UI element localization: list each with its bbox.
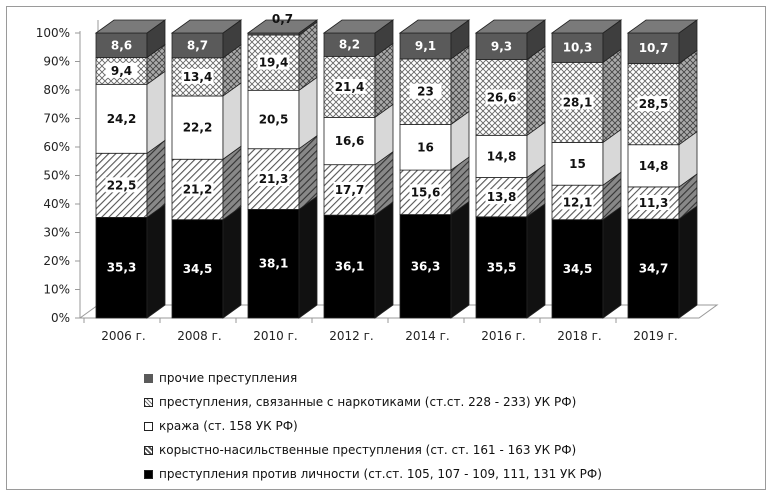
legend-swatch: [144, 446, 153, 455]
legend-label: кража (ст. 158 УК РФ): [159, 419, 298, 433]
data-label: 36,3: [410, 259, 441, 274]
data-label: 15: [569, 156, 586, 171]
y-tick-label: 50%: [43, 168, 70, 183]
legend-swatch: [144, 398, 153, 407]
legend-item: [144, 390, 744, 414]
y-tick-label: 10%: [43, 282, 70, 297]
data-label: 14,8: [638, 158, 669, 173]
legend-item: [144, 366, 744, 390]
x-tick-label: 2016 г.: [481, 329, 526, 343]
y-tick-label: 80%: [43, 83, 70, 97]
data-label: 11,3: [638, 196, 669, 211]
back-wall-edge: [80, 20, 98, 318]
y-tick-label: 30%: [43, 225, 70, 240]
bar-segment-side: [375, 202, 393, 318]
data-label: 17,7: [334, 182, 365, 197]
bar-segment-side: [223, 207, 241, 318]
bar-segment-side: [299, 196, 317, 318]
data-label: 23: [417, 84, 434, 99]
y-tick-label: 20%: [43, 254, 70, 268]
data-label: 28,1: [562, 95, 593, 110]
legend-label: преступления против личности (ст.ст. 105, 107 - 109, 111, 131 УК РФ): [159, 467, 602, 481]
bar-segment-side: [147, 140, 165, 217]
bar-segment-side: [679, 50, 697, 144]
data-label: 9,4: [110, 63, 133, 78]
data-label: 15,6: [410, 185, 441, 200]
data-label: 21,3: [258, 172, 289, 187]
data-label: 9,1: [414, 38, 437, 53]
x-tick-label: 2006 г.: [101, 329, 146, 343]
legend-item: [144, 462, 744, 486]
data-label: 21,2: [182, 182, 213, 197]
data-label: 35,3: [106, 260, 137, 275]
data-label: 12,1: [562, 195, 593, 210]
y-tick-label: 70%: [43, 111, 70, 126]
data-label: 10,3: [562, 40, 593, 55]
bar-segment-side: [603, 207, 621, 318]
data-label: 13,8: [486, 190, 517, 205]
data-label: 14,8: [486, 149, 517, 164]
y-tick-label: 0%: [50, 311, 70, 325]
data-label: 34,5: [562, 261, 593, 276]
bar-segment-side: [679, 206, 697, 318]
data-label: 22,5: [106, 178, 137, 193]
x-tick-label: 2010 г.: [253, 329, 298, 343]
x-tick-label: 2012 г.: [329, 329, 374, 343]
data-label: 8,7: [186, 38, 209, 53]
data-label: 28,5: [638, 97, 669, 112]
legend-label: преступления, связанные с наркотиками (ст.ст. 228 - 233) УК РФ): [159, 395, 577, 409]
bar-segment-side: [147, 204, 165, 318]
data-label: 0,7: [271, 12, 294, 26]
data-label: 16,6: [334, 134, 365, 149]
data-label: 8,2: [338, 37, 361, 52]
legend-item: [144, 438, 744, 462]
data-label: 38,1: [258, 256, 289, 271]
data-label: 10,7: [638, 41, 669, 56]
y-tick-label: 90%: [43, 54, 70, 69]
x-tick-label: 2014 г.: [405, 329, 450, 343]
data-label: 8,6: [110, 38, 133, 53]
y-tick-label: 40%: [43, 197, 70, 211]
bar-segment-side: [527, 204, 545, 318]
legend-label: прочие преступления: [159, 371, 298, 385]
data-label: 9,3: [490, 39, 513, 54]
data-label: 34,5: [182, 261, 213, 276]
data-label: 24,2: [106, 111, 137, 126]
legend-label: корыстно-насильственные преступления (ст. ст. 161 - 163 УК РФ): [159, 443, 577, 457]
chart-legend: [144, 366, 744, 486]
data-label: 26,6: [486, 90, 517, 105]
data-label: 35,5: [486, 260, 517, 275]
data-label: 36,1: [334, 259, 365, 274]
bar-segment-side: [451, 202, 469, 318]
data-label: 22,2: [182, 120, 213, 135]
bar-segment-side: [147, 71, 165, 153]
data-label: 16: [417, 140, 434, 155]
data-label: 21,4: [334, 79, 365, 94]
bar-segment-side: [451, 46, 469, 125]
bar-segment-side: [527, 47, 545, 136]
y-tick-label: 100%: [35, 26, 70, 40]
bar-segment-side: [603, 49, 621, 142]
legend-swatch: [144, 422, 153, 431]
data-label: 19,4: [258, 55, 289, 70]
x-tick-label: 2018 г.: [557, 329, 602, 343]
y-tick-label: 60%: [43, 140, 70, 154]
x-tick-label: 2008 г.: [177, 329, 222, 343]
data-label: 13,4: [182, 69, 213, 84]
legend-item: [144, 414, 744, 438]
data-label: 20,5: [258, 112, 289, 127]
legend-swatch: [144, 470, 153, 479]
x-tick-label: 2019 г.: [633, 329, 678, 343]
data-label: 34,7: [638, 261, 669, 276]
legend-swatch: [144, 374, 153, 383]
